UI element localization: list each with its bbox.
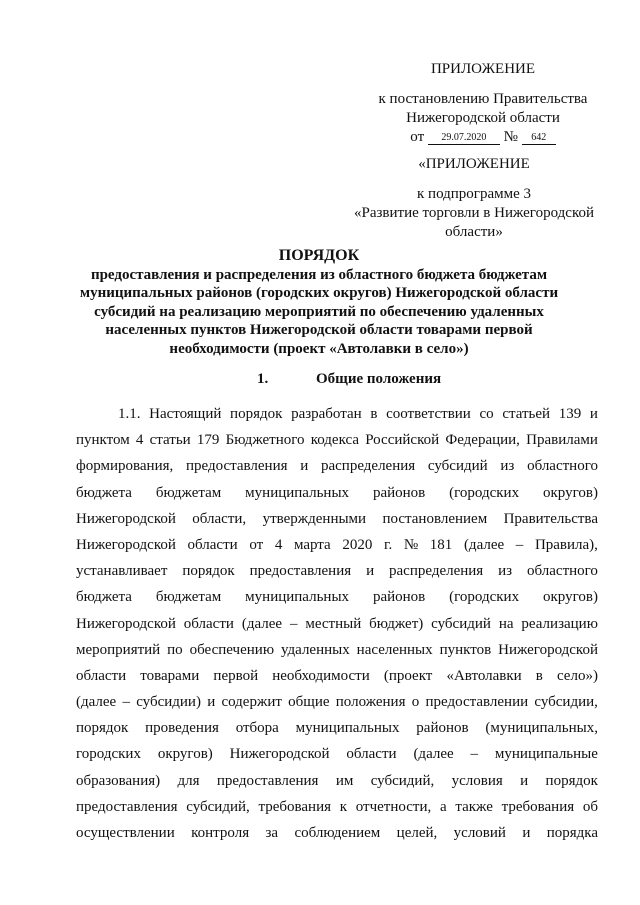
word: (далее xyxy=(463,536,505,553)
word: соответствии xyxy=(386,406,471,422)
word: Правилами xyxy=(526,432,598,449)
word: образования) xyxy=(76,772,161,789)
word: субсидий xyxy=(427,458,488,475)
word: пунктов xyxy=(439,641,492,658)
body-line xyxy=(76,637,598,663)
word: субсидии, xyxy=(534,694,598,711)
word: области, xyxy=(192,510,247,527)
word: Бюджетного xyxy=(225,432,305,449)
word: области xyxy=(183,615,234,632)
word: обеспечению xyxy=(189,641,275,658)
resolution-number: 642 xyxy=(522,132,556,145)
word: бюджета xyxy=(76,589,132,606)
word: (проект xyxy=(383,667,433,684)
word: требования xyxy=(501,798,575,815)
word: бюджет) xyxy=(369,615,424,632)
word: предоставления xyxy=(249,563,352,580)
word: село») xyxy=(556,667,598,684)
body-line xyxy=(76,401,598,427)
word: к xyxy=(339,798,348,815)
word: – xyxy=(122,694,130,711)
word: а xyxy=(439,798,447,815)
body-line xyxy=(76,532,598,558)
word: Настоящий xyxy=(149,406,222,422)
body-line xyxy=(76,715,598,741)
word: субсидий xyxy=(431,615,491,632)
body-line xyxy=(76,611,598,637)
body-line xyxy=(76,741,598,767)
word: постановлением xyxy=(382,510,488,527)
title-line: предоставления и распределения из областного бюджета бюджетам xyxy=(90,266,548,283)
subprogram-name-line2: области» xyxy=(445,224,503,240)
word: из xyxy=(500,458,515,475)
word: и xyxy=(300,458,309,475)
word: бюджетам xyxy=(155,589,222,606)
word: пунктом xyxy=(76,432,130,449)
word: проведения xyxy=(145,720,219,737)
word: и xyxy=(366,563,375,580)
word: статьей xyxy=(502,406,551,422)
word: 179 xyxy=(196,432,220,449)
word: условий xyxy=(453,825,506,841)
word: 4 xyxy=(274,536,283,553)
date-number-line xyxy=(358,128,608,147)
title-word: ПОРЯДОК xyxy=(278,247,360,264)
word: Нижегородской xyxy=(76,615,176,632)
word: муниципальных xyxy=(295,720,400,737)
word: разработан xyxy=(291,406,362,422)
word: также xyxy=(455,798,493,815)
body-line xyxy=(76,506,598,532)
word: положения xyxy=(335,694,406,711)
word: области xyxy=(187,536,238,553)
word: муниципальных xyxy=(245,484,350,501)
word: Российской xyxy=(365,432,440,449)
body-line xyxy=(76,558,598,584)
word: субсидий, xyxy=(186,798,250,815)
word: Нижегородской xyxy=(498,641,598,658)
section-number: 1. xyxy=(257,371,269,387)
body-line xyxy=(76,480,598,506)
word: устанавливает xyxy=(76,563,168,580)
document-title xyxy=(76,247,562,359)
word: 4 xyxy=(135,432,144,449)
word: 2020 xyxy=(342,536,373,553)
word: отбора xyxy=(235,720,279,737)
word: удаленных xyxy=(280,641,350,658)
word: предоставлении xyxy=(425,694,529,711)
word: субсидий, xyxy=(370,772,435,789)
word: Федерации, xyxy=(445,432,520,449)
word: Правила), xyxy=(534,536,598,553)
word: г. xyxy=(383,536,393,553)
word: муниципальных xyxy=(245,589,350,606)
word: 139 xyxy=(558,406,582,422)
word: порядок xyxy=(230,406,283,422)
word: из xyxy=(498,563,513,580)
word: (городских xyxy=(449,484,520,501)
word: населенных xyxy=(356,641,433,658)
body-line xyxy=(76,794,598,820)
resolution-header xyxy=(358,60,608,147)
region-name: Нижегородской области xyxy=(406,110,560,126)
word: статьи xyxy=(149,432,191,449)
body-line xyxy=(76,453,598,479)
word: районов xyxy=(372,589,426,606)
word: первой xyxy=(213,667,259,684)
word: формирования, xyxy=(76,458,174,475)
word: районов xyxy=(416,720,469,737)
subprogram-header xyxy=(338,155,610,242)
word: № xyxy=(403,536,419,553)
subprogram-reference: к подпрограмме 3 xyxy=(417,186,531,202)
appendix-label: ПРИЛОЖЕНИЕ xyxy=(430,61,536,77)
word: бюджета xyxy=(76,484,132,501)
word: реализацию xyxy=(521,615,598,632)
word: (далее xyxy=(76,694,117,711)
word: области xyxy=(346,746,397,763)
subprogram-name-line1: «Развитие торговли в Нижегородской xyxy=(353,205,594,221)
word: требования xyxy=(258,798,332,815)
word: отчетности, xyxy=(355,798,432,815)
word: областного xyxy=(527,563,598,580)
word: городских xyxy=(76,746,141,763)
word: (далее xyxy=(413,746,454,763)
word: целей, xyxy=(396,825,438,841)
word: осуществлении xyxy=(76,825,175,841)
body-line xyxy=(76,768,598,794)
word: распределения xyxy=(320,458,416,475)
word: от xyxy=(249,536,264,553)
word: необходимости xyxy=(272,667,370,684)
word: о xyxy=(411,694,420,711)
word: порядок xyxy=(182,563,235,580)
word: порядок xyxy=(76,720,129,737)
word: распределения xyxy=(389,563,484,580)
section-title: Общие положения xyxy=(316,371,442,387)
word: областного xyxy=(527,458,598,475)
word: (муниципальных, xyxy=(485,720,598,737)
word: округов) xyxy=(543,484,598,501)
word: районов xyxy=(372,484,426,501)
word: общие xyxy=(288,694,330,711)
title-line: необходимости (проект «Автолавки в село») xyxy=(169,340,469,357)
word: порядка xyxy=(546,825,598,841)
word: Нижегородской xyxy=(76,536,176,553)
word: и xyxy=(522,825,531,841)
word: бюджетам xyxy=(155,484,222,501)
word: и xyxy=(520,772,529,789)
word: – xyxy=(470,746,479,763)
word: марта xyxy=(293,536,331,553)
word: – xyxy=(289,615,298,632)
word: Нижегородской xyxy=(229,746,330,763)
word: в xyxy=(370,406,378,422)
date-prefix: от xyxy=(410,129,425,145)
word: округов) xyxy=(543,589,598,606)
word: местный xyxy=(305,615,362,632)
word: предоставления xyxy=(185,458,288,475)
word: 1.1. xyxy=(118,406,141,422)
body-line xyxy=(76,689,598,715)
word: предоставления xyxy=(216,772,319,789)
word: утвержденными xyxy=(262,510,367,527)
word: по xyxy=(167,641,183,658)
word: и xyxy=(589,406,598,422)
word: кодекса xyxy=(310,432,359,449)
body-line xyxy=(76,820,598,846)
word: товарами xyxy=(140,667,200,684)
word: соблюдением xyxy=(294,825,381,841)
body-line xyxy=(76,663,598,689)
body-text xyxy=(76,401,598,846)
word: субсидии) xyxy=(136,694,201,711)
body-line xyxy=(76,584,598,610)
word: муниципальные xyxy=(494,746,598,763)
title-line: муниципальных районов (городских округов) Нижегородской области xyxy=(79,285,559,302)
word: и xyxy=(207,694,216,711)
word: на xyxy=(498,615,514,632)
word: им xyxy=(335,772,354,789)
number-sign: № xyxy=(503,129,518,145)
word: за xyxy=(265,825,279,841)
word: в xyxy=(535,667,543,684)
title-line: населенных пунктов Нижегородской области товарами первой xyxy=(105,322,533,339)
word: (городских xyxy=(449,589,520,606)
word: (далее xyxy=(241,615,283,632)
title-line: субсидий на реализацию мероприятий по обеспечению удаленных xyxy=(94,303,544,320)
word: содержит xyxy=(221,694,282,711)
word: Нижегородской xyxy=(76,510,176,527)
word: – xyxy=(515,536,524,553)
word: для xyxy=(177,772,200,789)
word: мероприятий xyxy=(76,641,161,658)
word: «Автолавки xyxy=(446,667,522,684)
resolution-date: 29.07.2020 xyxy=(428,132,500,145)
word: округов) xyxy=(157,746,213,763)
word: предоставления xyxy=(76,798,178,815)
body-line xyxy=(76,427,598,453)
word: об xyxy=(582,798,598,815)
word: порядок xyxy=(545,772,598,789)
resolution-reference: к постановлению Правительства xyxy=(378,91,588,107)
appendix-label-2: «ПРИЛОЖЕНИЕ xyxy=(418,156,530,172)
word: условия xyxy=(451,772,503,789)
word: 181 xyxy=(429,536,453,553)
word: контроля xyxy=(191,825,250,841)
word: со xyxy=(479,406,494,422)
word: области xyxy=(76,667,127,684)
word: Правительства xyxy=(503,510,598,527)
